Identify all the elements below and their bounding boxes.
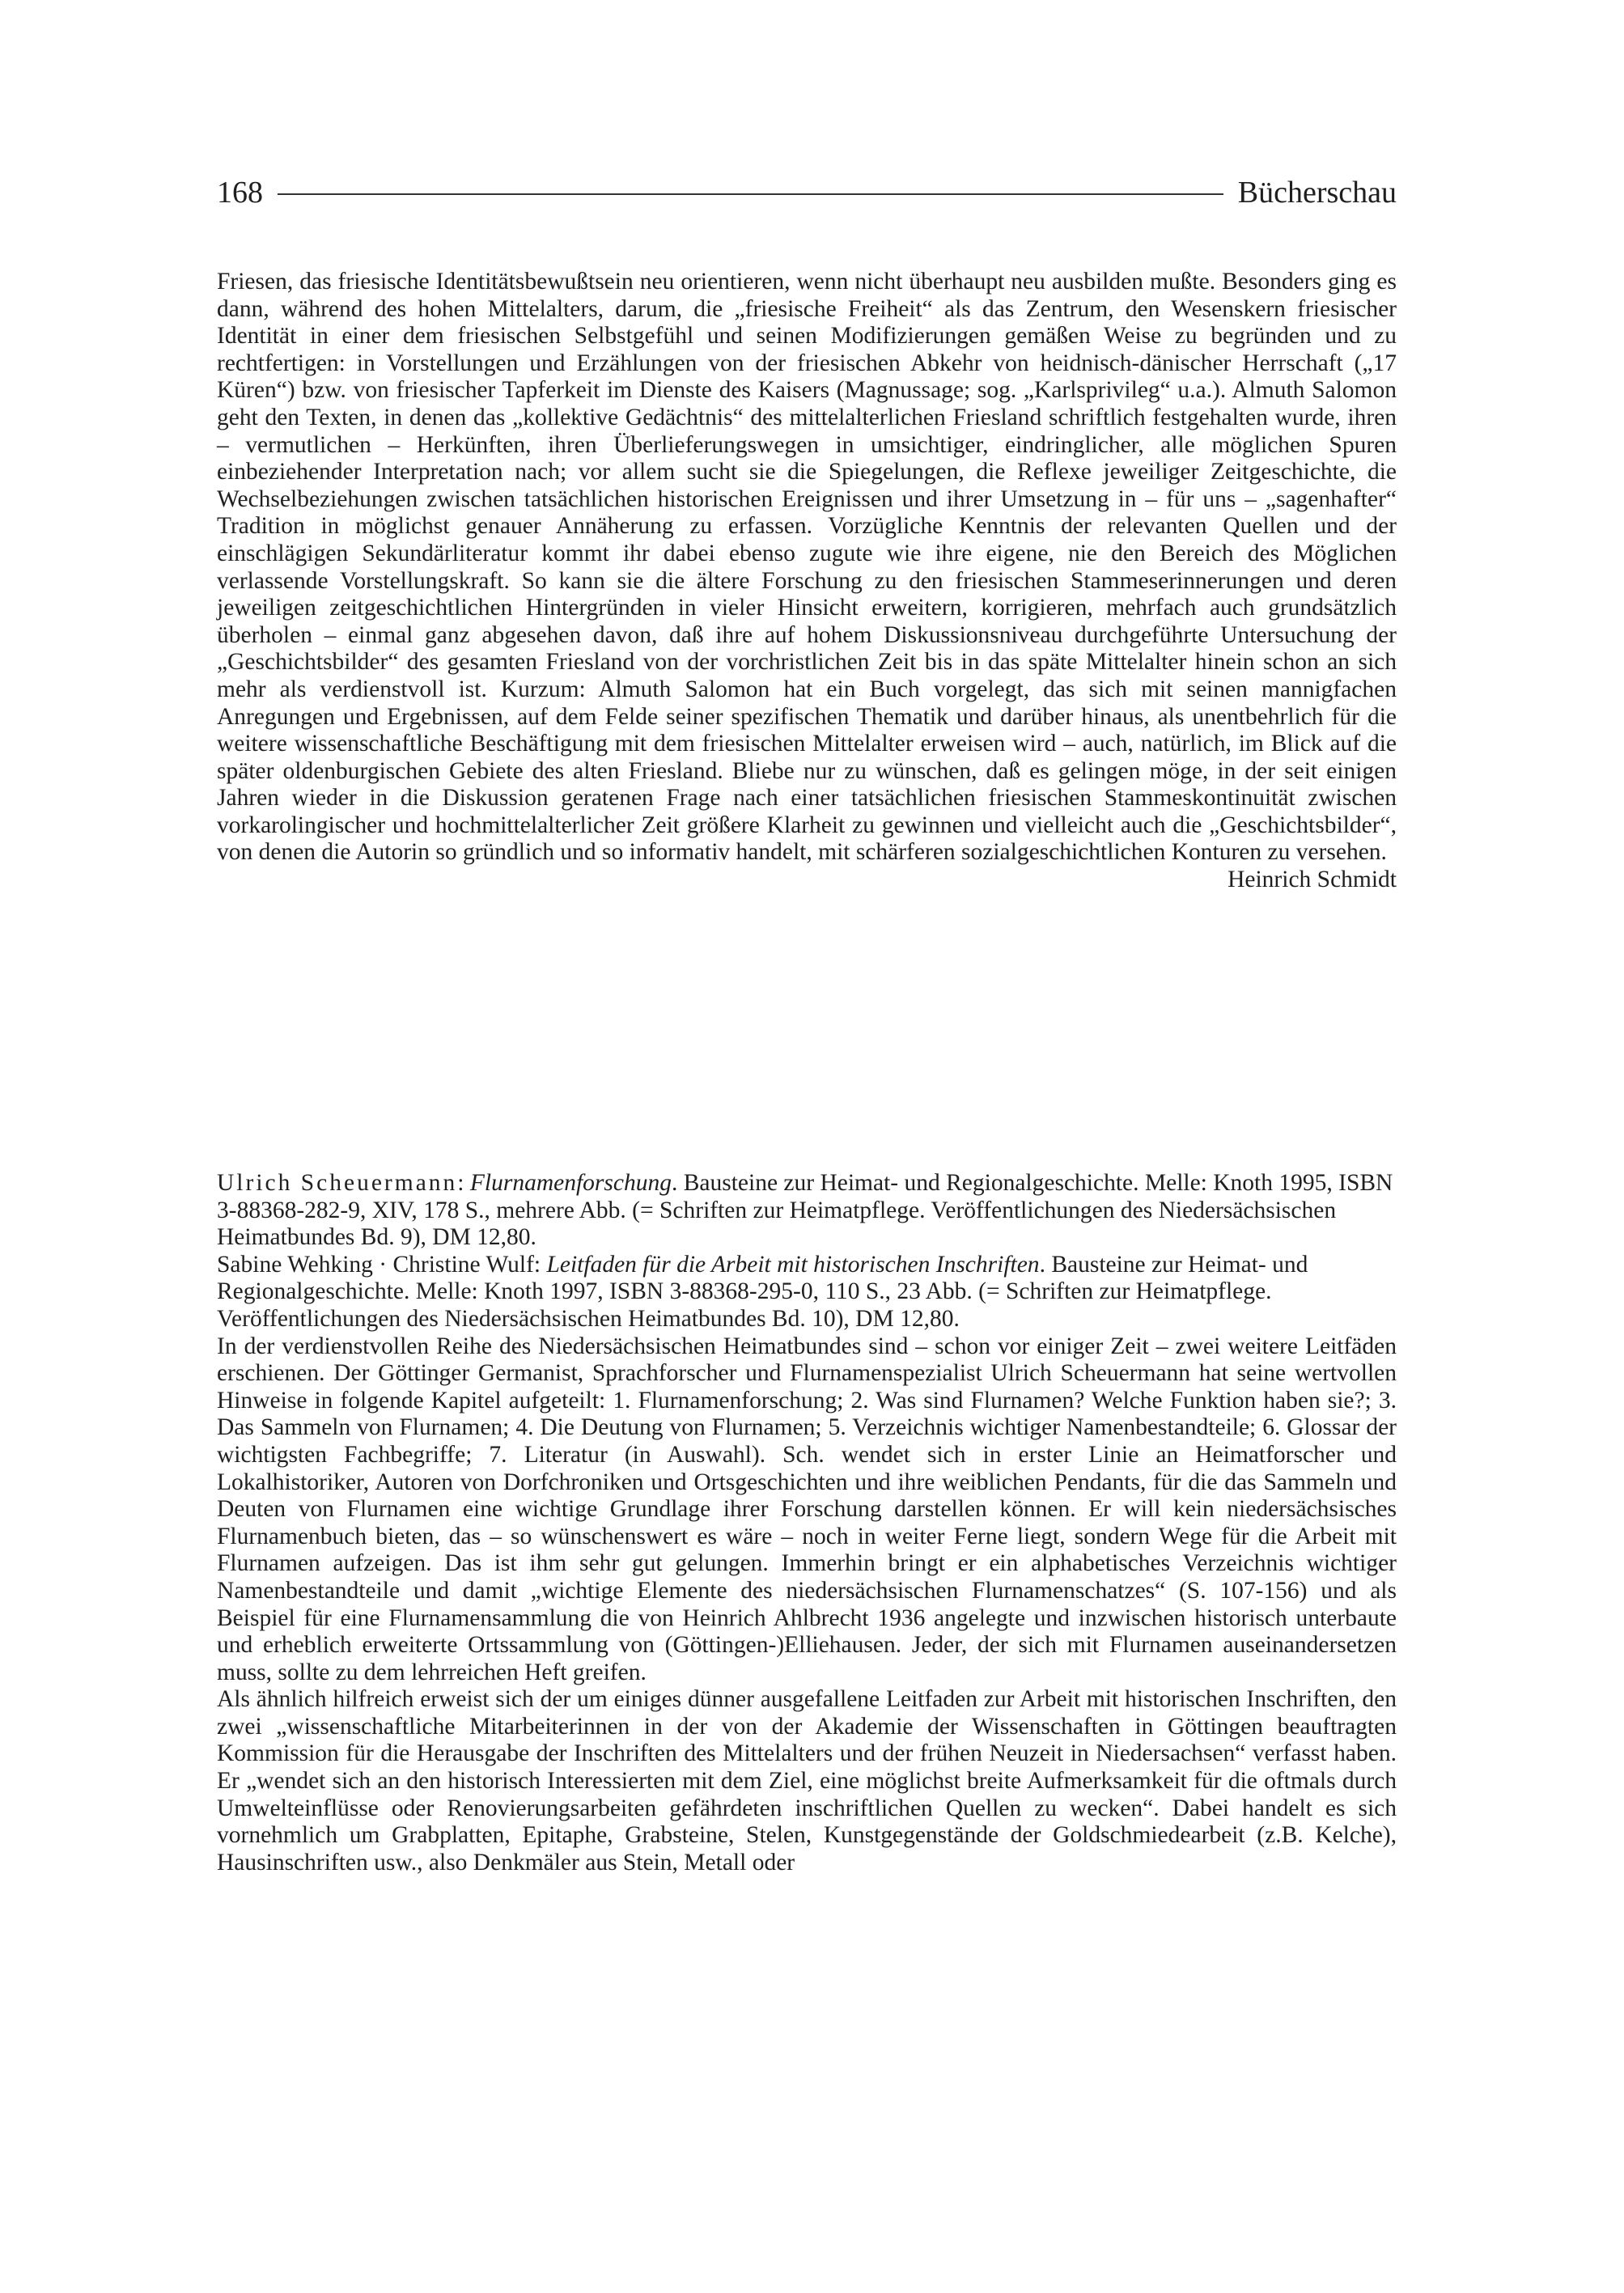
bibliographic-entry: [217, 1170, 1397, 1252]
book-details: . Bausteine zur Heimat- und Regionalgeschichte. Melle: Knoth 1997, ISBN 3-88368-295-0, 110 S., 23 Abb. (= Schriften zur Heimatpflege. Veröffentlichungen des Niedersächsischen Heimatbundes Bd. 10), DM 12,80.: [217, 1251, 1308, 1332]
page-header: [217, 170, 1397, 215]
author-separator: :: [457, 1170, 470, 1196]
header-rule: [278, 193, 1223, 195]
book-title: Flurnamenforschung: [469, 1170, 672, 1196]
book-author: Ulrich Scheuermann: [217, 1170, 458, 1196]
page-number: 168: [217, 176, 263, 210]
review-heinrich-schmidt: [217, 269, 1397, 894]
book-author: Sabine Wehking · Christine Wulf:: [217, 1251, 547, 1278]
review-signature: Heinrich Schmidt: [1228, 867, 1397, 893]
book-title: Leitfaden für die Arbeit mit historischen Inschriften: [546, 1251, 1040, 1278]
bibliographic-entry: [217, 1252, 1397, 1333]
review-paragraph: In der verdienstvollen Reihe des Niedersächsischen Heimatbundes sind – schon vor einiger Zeit – zwei weitere Leitfäden erschienen. Der Göttinger Germanist, Sprachforscher und Flurnamenspezialist Ulrich Scheuermann hat seine wertvollen Hinweise in folgende Kapitel aufgeteilt: 1. Flurnamenforschung; 2. Was sind Flurnamen? Welche Funktion haben sie?; 3. Das Sammeln von Flurnamen; 4. Die Deutung von Flurnamen; 5. Verzeichnis wichtiger Namenbestandteile; 6. Glossar der wichtigsten Fachbegriffe; 7. Literatur (in Auswahl). Sch. wendet sich in erster Linie an Heimatforscher und Lokalhistoriker, Autoren von Dorfchroniken und Ortsgeschichten und ihre weiblichen Pendants, für die das Sammeln und Deuten von Flurnamen eine wichtige Grundlage ihrer Forschung darstellen können. Er will kein niedersächsisches Flurnamenbuch bieten, das – so wünschenswert es wäre – noch in weiter Ferne liegt, sondern Wege für die Arbeit mit Flurnamen aufzeigen. Das ist ihm sehr gut gelungen. Immerhin bringt er ein alphabetisches Verzeichnis wichtiger Namenbestandteile und damit „wichtige Elemente des niedersächsischen Flurnamenschatzes“ (S. 107-156) und als Beispiel für eine Flurnamensammlung die von Heinrich Ahlbrecht 1936 angelegte und inzwischen historisch unterbaute und erheblich erweiterte Ortssammlung von (Göttingen-)Elliehausen. Jeder, der sich mit Flurnamen auseinandersetzen muss, sollte zu dem lehrreichen Heft greifen.: [217, 1333, 1397, 1685]
book-details: . Bausteine zur Heimat- und Regionalgeschichte. Melle: Knoth 1995, ISBN 3-88368-282-9, XIV, 178 S., mehrere Abb. (= Schriften zur Heimatpflege. Veröffentlichungen des Niedersächsischen Heimatbundes Bd. 9), DM 12,80.: [217, 1170, 1393, 1251]
running-title: Bücherschau: [1237, 176, 1397, 210]
review-leitfaeden: [217, 1170, 1397, 1876]
review-body: Friesen, das friesische Identitätsbewußtsein neu orientieren, wenn nicht überhaupt neu ausbilden mußte. Besonders ging es dann, während des hohen Mittelalters, darum, die „friesische Freiheit“ als das Zentrum, den Wesenskern friesischer Identität in einer dem friesischen Selbstgefühl und seinen Modifizierungen gemäßen Weise zu begründen und zu rechtfertigen: in Vorstellungen und Erzählungen von der friesischen Abkehr von heidnisch-dänischer Herrschaft („17 Küren“) bzw. von friesischer Tapferkeit im Dienste des Kaisers (Magnussage; sog. „Karlsprivileg“ u.a.). Almuth Salomon geht den Texten, in denen das „kollektive Gedächtnis“ des mittelalterlichen Friesland schriftlich festgehalten wurde, ihren – vermutlichen – Herkünften, ihren Überlieferungswegen in umsichtiger, eindringlicher, alle möglichen Spuren einbeziehender Interpretation nach; vor allem sucht sie die Spiegelungen, die Reflexe jeweiliger Zeitgeschichte, die Wechselbeziehungen zwischen tatsächlichen historischen Ereignissen und ihrer Umsetzung in – für uns – „sagenhafter“ Tradition in möglichst genauer Annäherung zu erfassen. Vorzügliche Kenntnis der relevanten Quellen und der einschlägigen Sekundärliteratur kommt ihr dabei ebenso zugute wie ihre eigene, nie den Bereich des Möglichen verlassende Vorstellungskraft. So kann sie die ältere Forschung zu den friesischen Stammeserinnerungen und deren jeweiligen zeitgeschichtlichen Hintergründen in vieler Hinsicht erweitern, korrigieren, mehrfach auch grundsätzlich überholen – einmal ganz abgesehen davon, daß ihre auf hohem Diskussionsniveau durchgeführte Untersuchung der „Geschichtsbilder“ des gesamten Friesland von der vorchristlichen Zeit bis in das späte Mittelalter hinein schon an sich mehr als verdienstvoll ist. Kurzum: Almuth Salomon hat ein Buch vorgelegt, das sich mit seinen mannigfachen Anregungen und Ergebnissen, auf dem Felde seiner spezifischen Thematik und darüber hinaus, als unentbehrlich für die weitere wissenschaftliche Beschäftigung mit dem friesischen Mittelalter erweisen wird – auch, natürlich, im Blick auf die später oldenburgischen Gebiete des alten Friesland. Bliebe nur zu wünschen, daß es gelingen möge, in der seit einigen Jahren wieder in die Diskussion geratenen Frage nach einer tatsächlichen friesischen Stammeskontinuität zwischen vorkarolingischer und hochmittelalterlicher Zeit größere Klarheit zu gewinnen und vielleicht auch die „Geschichtsbilder“, von denen die Autorin so gründlich und so informativ handelt, mit schärferen sozialgeschichtlichen Konturen zu versehen.: [217, 269, 1397, 866]
review-paragraph: Als ähnlich hilfreich erweist sich der um einiges dünner ausgefallene Leitfaden zur Arbeit mit historischen Inschriften, den zwei „wissenschaftliche Mitarbeiterinnen in der von der Akademie der Wissenschaften in Göttingen beauftragten Kommission für die Herausgabe der Inschriften des Mittelalters und der frühen Neuzeit in Niedersachsen“ verfasst haben. Er „wendet sich an den historisch Interessierten mit dem Ziel, eine möglichst breite Aufmerksamkeit für die oftmals durch Umwelteinflüsse oder Renovierungsarbeiten gefährdeten inschriftlichen Quellen zu wecken“. Dabei handelt es sich vornehmlich um Grabplatten, Epitaphe, Grabsteine, Stelen, Kunstgegenstände der Goldschmiedearbeit (z.B. Kelche), Hausinschriften usw., also Denkmäler aus Stein, Metall oder: [217, 1686, 1397, 1876]
